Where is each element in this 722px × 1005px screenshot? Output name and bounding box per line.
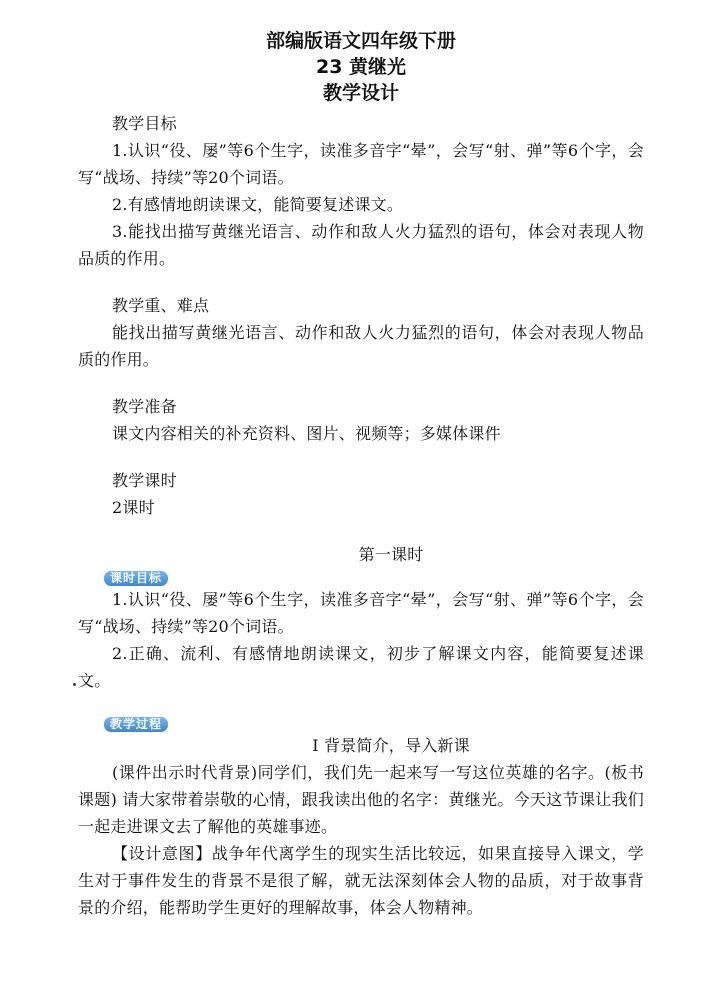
spacer [78, 447, 644, 467]
lesson-goal-2: 2.正确、流利、有感情地朗读课文，初步了解课文内容，能简要复述课文。 [78, 644, 644, 690]
goal-item-2: 2.有感情地朗读课文，能简要复述课文。 [112, 195, 404, 214]
design-intent-paragraph: 【设计意图】战争年代离学生的现实生活比较远，如果直接导入课文，学生对于事件发生的背景不是很了解，就无法深刻体会人物的品质，对于故事背景的介绍，能帮助学生更好的理解故事，体会人物精神。 [78, 844, 644, 917]
title-grade-line: 部编版语文四年级下册 [265, 30, 456, 52]
spacer [78, 521, 644, 541]
goal-item-3: 3.能找出描写黄继光语言、动作和敌人火力猛烈的语句，体会对表现人物品质的作用。 [78, 222, 644, 268]
spacer [78, 694, 644, 714]
teaching-process-badge-row [78, 714, 644, 732]
lesson-goal-badge-row [78, 568, 644, 586]
spacer [78, 272, 644, 292]
section1-title: Ⅰ 背景简介，导入新课 [312, 736, 470, 755]
lesson-goal-badge: 课时目标 [104, 571, 168, 586]
periods-heading: 教学课时 [112, 471, 177, 490]
stray-dot-mark [73, 683, 76, 686]
document-body [78, 110, 644, 921]
title-design-line: 教学设计 [322, 82, 399, 104]
intro-paragraph: (课件出示时代背景)同学们，我们先一起来写一写这位英雄的名字。(板书课题) 请大家带着崇敬的心情，跟我读出他的名字：黄继光。今天这节课让我们一起走进课文去了解他的英雄事迹。 [78, 763, 644, 836]
goals-heading: 教学目标 [112, 114, 177, 133]
spacer [78, 373, 644, 393]
document-title [0, 28, 722, 106]
teaching-process-badge: 教学过程 [104, 717, 168, 732]
lesson1-title: 第一课时 [358, 545, 424, 564]
preparation-heading: 教学准备 [112, 397, 177, 416]
key-points-heading: 教学重、难点 [112, 296, 210, 315]
goal-item-1: 1.认识“役、屡”等6个生字，读准多音字“晕”，会写“射、弹”等6个字，会写“战场、持续”等20个词语。 [78, 141, 644, 187]
lesson-goal-1: 1.认识“役、屡”等6个生字，读准多音字“晕”，会写“射、弹”等6个字，会写“战场、持续”等20个词语。 [78, 590, 644, 636]
periods-text: 2课时 [112, 498, 155, 517]
key-points-text: 能找出描写黄继光语言、动作和敌人火力猛烈的语句，体会对表现人物品质的作用。 [78, 323, 644, 369]
preparation-text: 课文内容相关的补充资料、图片、视频等；多媒体课件 [112, 424, 501, 443]
title-lesson-line: 23 黄继光 [315, 56, 407, 78]
